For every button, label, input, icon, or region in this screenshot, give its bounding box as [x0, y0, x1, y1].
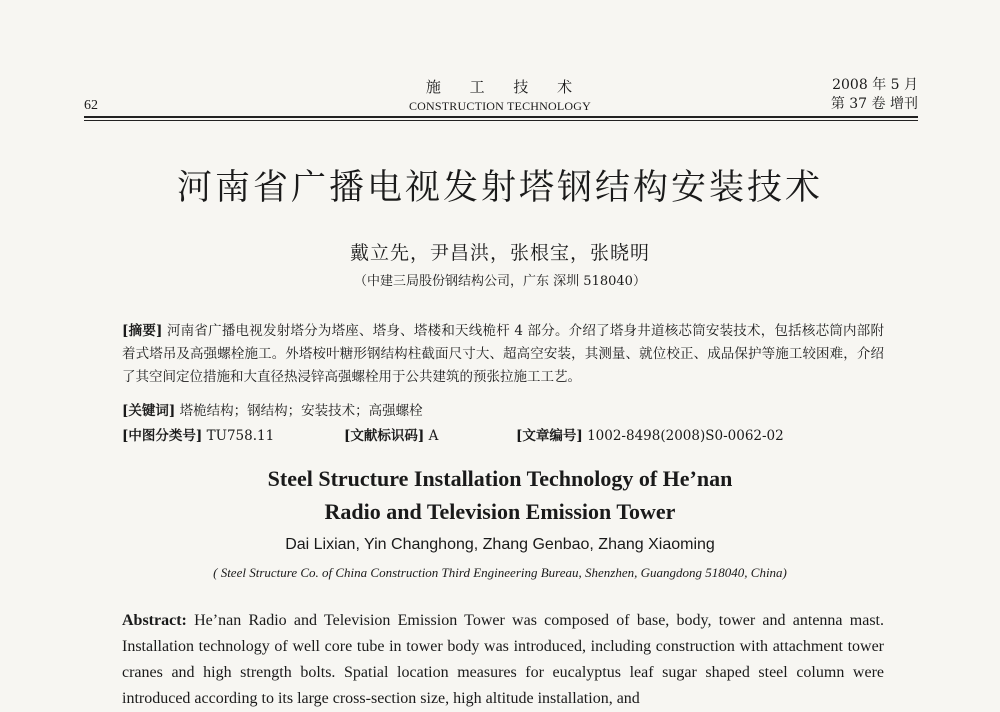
issue-volume: 第 37 卷 增刊 — [830, 96, 918, 112]
abstract-en-label: Abstract: — [122, 612, 187, 629]
article-number — [516, 424, 784, 444]
issue-date: 2008 年 5 月 — [832, 77, 918, 93]
abstract-cn — [122, 320, 884, 389]
article-label: [文章编号] — [516, 428, 583, 444]
title-en-line2: Radio and Television Emission Tower — [324, 499, 676, 524]
issue-info — [831, 76, 918, 114]
abstract-en-text: He’nan Radio and Television Emission Tower was composed of base, body, tower and antenna mast. Installation technology of well core tube in tower body was introduced, including construction with attachment tower cranes and high strength bolts. Spatial location measures for eucalyptus leaf sugar shaped steel column were introduced according to its large cross-section size, high altitude installation, and — [122, 612, 884, 707]
abstract-en — [122, 608, 884, 712]
journal-name-cn: 施 工 技 术 — [425, 78, 585, 96]
affiliation-cn: （中建三局股份钢结构公司，广东 深圳 518040） — [354, 274, 646, 289]
authors-en: Dai Lixian, Yin Changhong, Zhang Genbao, Zhang Xiaoming — [285, 536, 715, 553]
clc-code — [122, 424, 274, 444]
affiliation-en: ( Steel Structure Co. of China Construction Third Engineering Bureau, Shenzhen, Guangdong 518040, China) — [213, 565, 787, 580]
journal-name-en: CONSTRUCTION TECHNOLOGY — [408, 99, 592, 113]
abstract-cn-label: [摘要] — [122, 323, 163, 339]
keywords-cn-label: [关键词] — [122, 403, 176, 419]
title-en — [0, 462, 1000, 528]
doc-label: [文献标识码] — [344, 428, 425, 444]
authors-cn: 戴立先，尹昌洪，张根宝，张晓明 — [349, 242, 650, 264]
doc-value: A — [428, 428, 439, 444]
title-cn: 河南省广播电视发射塔钢结构安装技术 — [176, 168, 823, 208]
header-rule — [84, 116, 918, 118]
article-value: 1002-8498(2008)S0-0062-02 — [587, 428, 784, 444]
doc-code — [344, 424, 438, 444]
title-en-line1: Steel Structure Installation Technology of He’nan — [267, 466, 733, 491]
header-rule-thin — [84, 120, 918, 121]
keywords-cn-text: 塔桅结构；钢结构；安装技术；高强螺栓 — [179, 403, 423, 419]
journal-header — [390, 76, 610, 114]
page-number: 62 — [84, 98, 98, 113]
keywords-cn — [122, 399, 423, 419]
abstract-cn-text: 河南省广播电视发射塔分为塔座、塔身、塔楼和天线桅杆 4 部分。介绍了塔身井道核芯筒安装技术，包括核芯筒内部附着式塔吊及高强螺栓施工。外塔桉叶糖形钢结构柱截面尺寸大、超高空安装，其测量、就位校正、成品保护等施工较困难，介绍了其空间定位措施和大直径热浸锌高强螺栓用于公共建筑的预张拉施工工艺。 — [122, 323, 884, 385]
clc-label: [中图分类号] — [122, 428, 203, 444]
clc-value: TU758.11 — [206, 428, 275, 444]
